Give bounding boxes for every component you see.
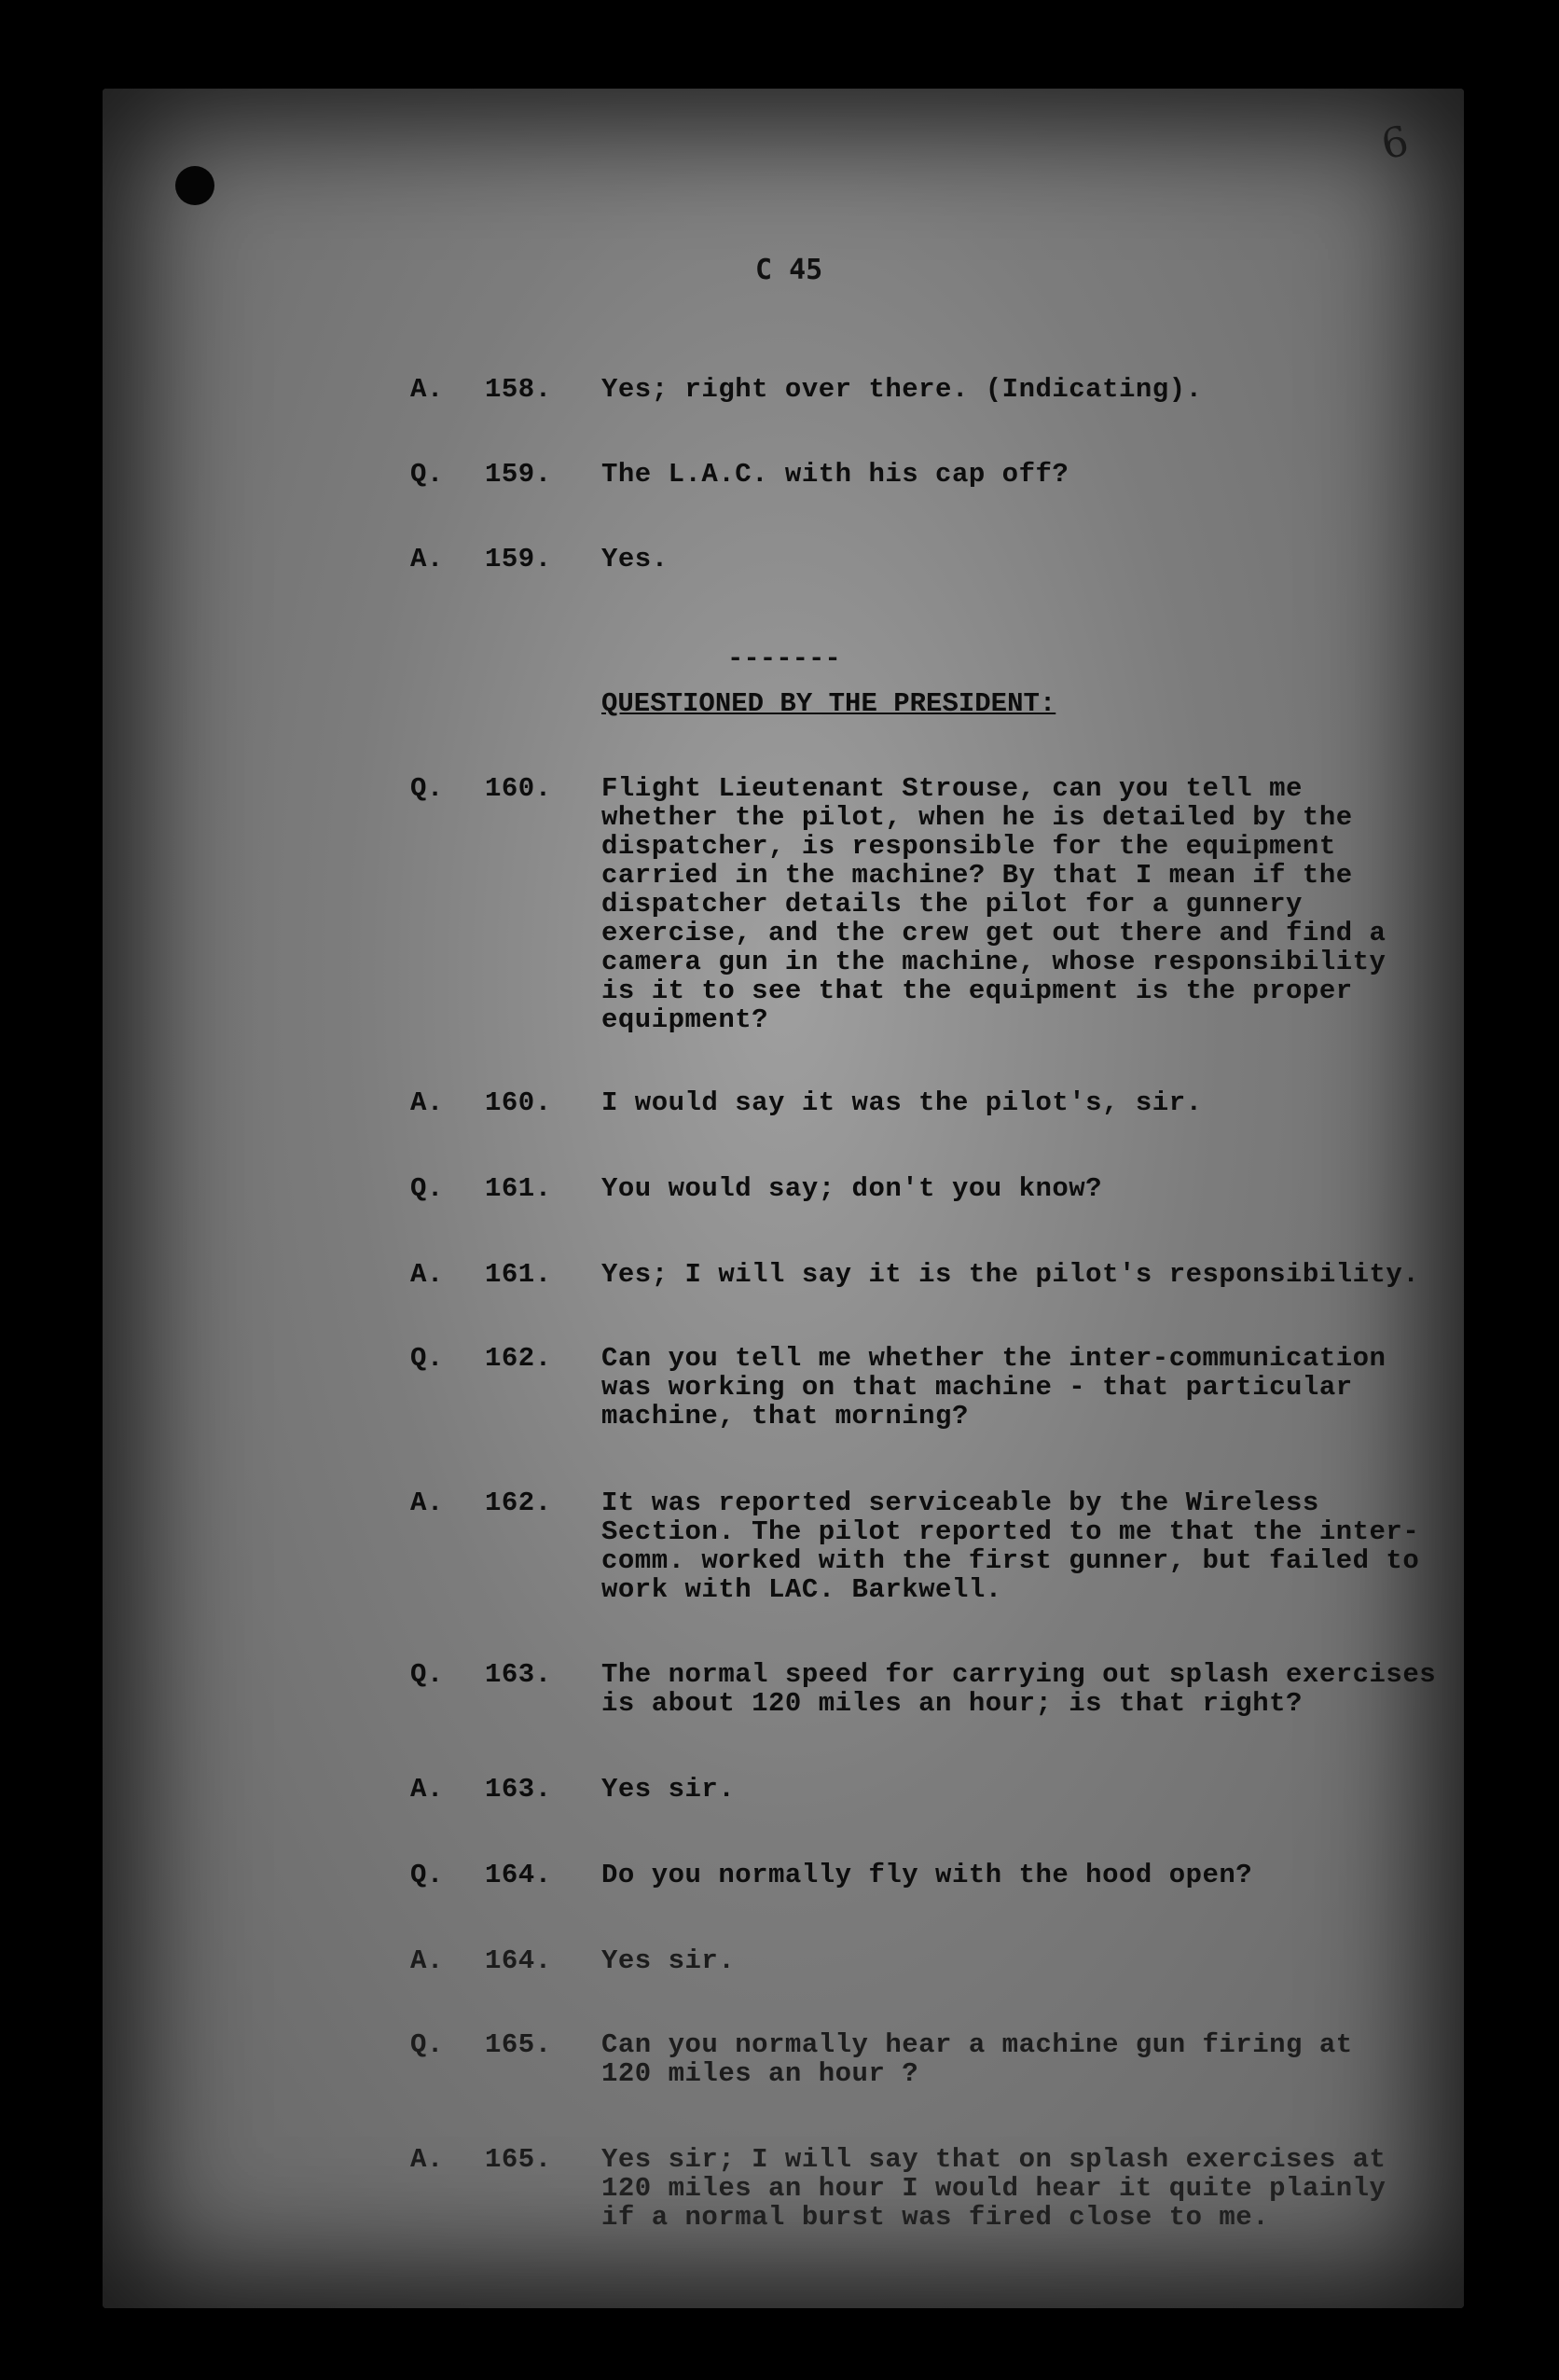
- entry-letter: A.: [410, 374, 444, 405]
- page-number: C 45: [755, 254, 823, 286]
- entry-letter: Q.: [410, 1173, 444, 1204]
- entry-text: Can you normally hear a machine gun firing at 120 miles an hour ?: [601, 2029, 1353, 2089]
- entry-number: 165.: [485, 2029, 552, 2060]
- entry-text: Yes sir; I will say that on splash exercises at 120 miles an hour I would hear it quite plainly if a normal burst was fired close to me.: [601, 2144, 1387, 2233]
- entry-letter: A.: [410, 544, 444, 574]
- entry-letter: Q.: [410, 459, 444, 490]
- entry-letter: Q.: [410, 1343, 444, 1374]
- entry-number: 160.: [485, 773, 552, 804]
- entry-number: 164.: [485, 1860, 552, 1890]
- punch-hole: [175, 166, 214, 205]
- corner-page-mark: 6: [1377, 117, 1413, 170]
- entry-letter: Q.: [410, 2029, 444, 2060]
- entry-text: Yes sir.: [601, 1774, 736, 1805]
- entry-letter: A.: [410, 1774, 444, 1805]
- entry-number: 163.: [485, 1774, 552, 1805]
- entry-number: 161.: [485, 1259, 552, 1290]
- entry-letter: A.: [410, 1488, 444, 1518]
- entry-text: It was reported serviceable by the Wireless Section. The pilot reported to me that the inter- comm. worked with the first gunner, but failed to work with LAC. Barkwell.: [601, 1488, 1420, 1605]
- entry-text: Flight Lieutenant Strouse, can you tell me whether the pilot, when he is detailed by the dispatcher, is responsible for the equipment carried in the machine? By that I mean if the dispatcher details the pilot for a gunnery exercise, and the crew get out there and find a camera gun in the machine, whose responsibility is it to see that the equipment is the proper equipment?: [601, 773, 1387, 1035]
- entry-text: I would say it was the pilot's, sir.: [601, 1087, 1203, 1118]
- section-divider: -------: [727, 643, 841, 674]
- entry-letter: A.: [410, 1087, 444, 1118]
- entry-letter: A.: [410, 1259, 444, 1290]
- entry-text: The L.A.C. with his cap off?: [601, 459, 1069, 490]
- entry-number: 160.: [485, 1087, 552, 1118]
- section-heading: QUESTIONED BY THE PRESIDENT:: [601, 688, 1056, 719]
- entry-letter: Q.: [410, 1659, 444, 1690]
- entry-text: The normal speed for carrying out splash exercises is about 120 miles an hour; is that right?: [601, 1659, 1437, 1719]
- entry-number: 159.: [485, 459, 552, 490]
- entry-text: Do you normally fly with the hood open?: [601, 1860, 1253, 1890]
- entry-letter: A.: [410, 2144, 444, 2175]
- entry-number: 163.: [485, 1659, 552, 1690]
- entry-number: 165.: [485, 2144, 552, 2175]
- entry-text: Can you tell me whether the inter-communication was working on that machine - that particular machine, that morning?: [601, 1343, 1387, 1432]
- entry-text: Yes; I will say it is the pilot's responsibility.: [601, 1259, 1420, 1290]
- entry-text: Yes.: [601, 544, 669, 574]
- entry-letter: Q.: [410, 773, 444, 804]
- entry-number: 164.: [485, 1945, 552, 1976]
- entry-number: 159.: [485, 544, 552, 574]
- entry-number: 161.: [485, 1173, 552, 1204]
- entry-letter: A.: [410, 1945, 444, 1976]
- entry-letter: Q.: [410, 1860, 444, 1890]
- entry-text: Yes; right over there. (Indicating).: [601, 374, 1203, 405]
- entry-number: 162.: [485, 1343, 552, 1374]
- entry-number: 158.: [485, 374, 552, 405]
- entry-text: You would say; don't you know?: [601, 1173, 1103, 1204]
- entry-text: Yes sir.: [601, 1945, 736, 1976]
- entry-number: 162.: [485, 1488, 552, 1518]
